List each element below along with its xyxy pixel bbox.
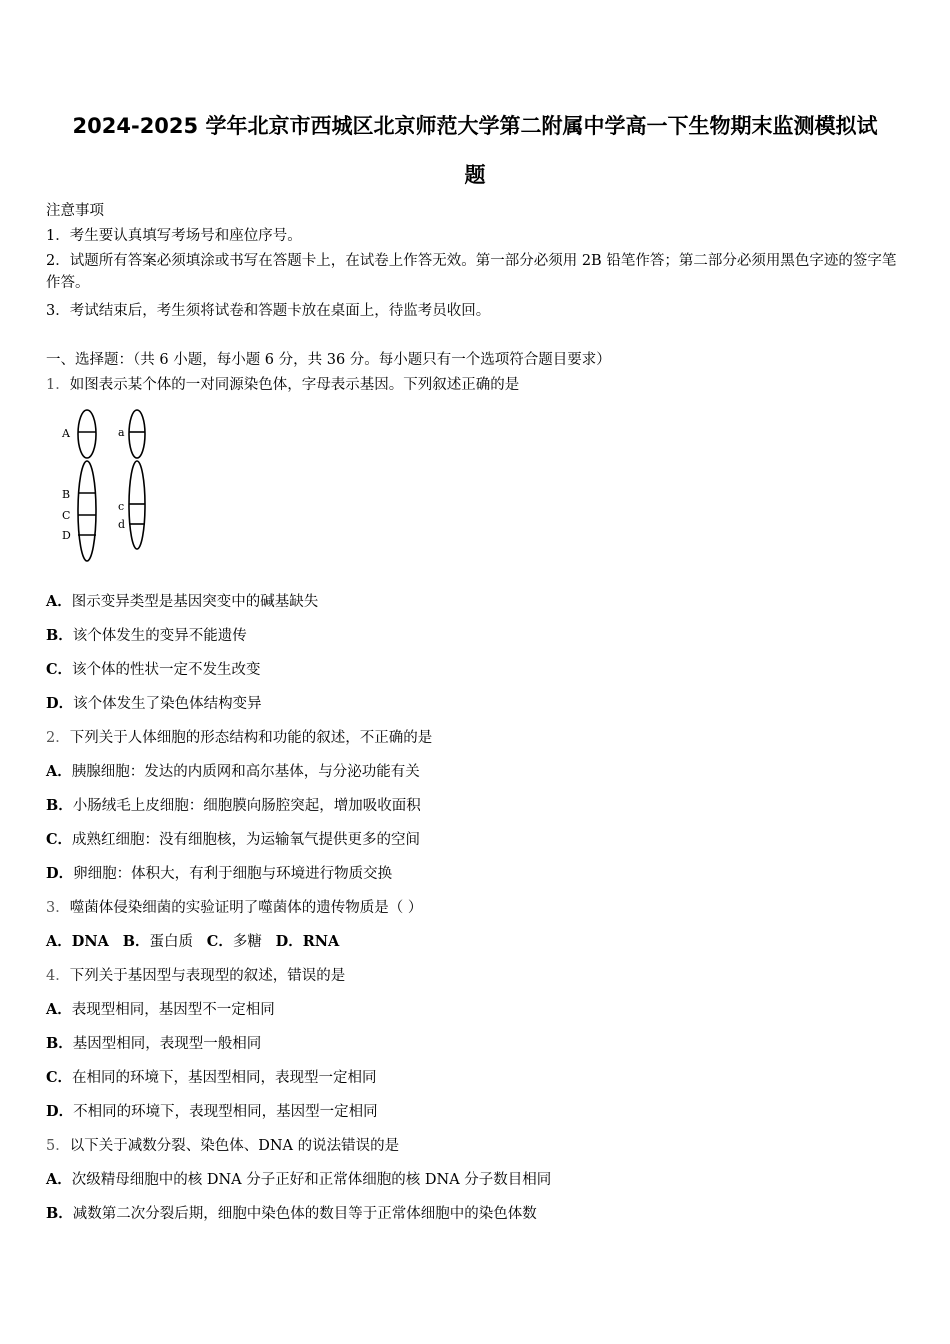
question-stem: 噬菌体侵染细菌的实验证明了噬菌体的遗传物质是（ ） — [69, 900, 423, 916]
option-key: B． — [46, 627, 73, 644]
option-key: D． — [275, 933, 303, 950]
question-stem: 下列关于人体细胞的形态结构和功能的叙述，不正确的是 — [69, 730, 433, 746]
question-4 — [46, 965, 908, 987]
option-text: 在相同的环境下，基因型相同，表现型一定相同 — [72, 1070, 377, 1086]
option-text: 卵细胞：体积大，有利于细胞与环境进行物质交换 — [73, 866, 393, 882]
option-text: 多糖 — [232, 934, 262, 950]
question-number: 4． — [46, 968, 70, 984]
option — [46, 1033, 908, 1055]
option-text: 不相同的环境下，表现型相同，基因型一定相同 — [73, 1104, 378, 1120]
option-text: 蛋白质 — [149, 934, 193, 950]
option-text: 成熟红细胞：没有细胞核，为运输氧气提供更多的空间 — [72, 832, 421, 848]
option-key: D． — [46, 1103, 74, 1120]
option-key: D． — [46, 865, 74, 882]
gene-label: c — [118, 500, 125, 513]
gene-label: a — [118, 426, 125, 439]
page-title-continued: 题 — [464, 163, 486, 187]
option — [46, 625, 908, 647]
option-text: 该个体发生的变异不能遗传 — [72, 628, 247, 644]
option-text: 表现型相同，基因型不一定相同 — [71, 1002, 275, 1018]
question-5 — [46, 1135, 908, 1157]
option — [46, 659, 908, 681]
option — [46, 863, 908, 885]
option-text: RNA — [302, 933, 340, 950]
option-text: DNA — [71, 933, 109, 950]
gene-label: B — [62, 488, 71, 501]
option — [46, 761, 908, 783]
section-heading: 一、选择题：（共 6 小题，每小题 6 分，共 36 分。每小题只有一个选项符合题目要求） — [46, 352, 611, 368]
question-number: 2． — [46, 730, 70, 746]
option — [46, 795, 908, 817]
inline-options — [46, 931, 908, 953]
left-chromosome-lower-arm — [78, 461, 96, 561]
gene-label: A — [62, 427, 70, 440]
question-3 — [46, 897, 908, 919]
option — [46, 591, 908, 613]
option-key: A． — [46, 1171, 72, 1188]
question-2 — [46, 727, 908, 749]
option-key: C． — [46, 831, 73, 848]
notice-heading: 注意事项 — [46, 203, 104, 219]
option — [46, 999, 908, 1021]
option-key: A． — [46, 1001, 72, 1018]
option-text: 基因型相同，表现型一般相同 — [72, 1036, 262, 1052]
option — [46, 1169, 908, 1191]
option — [46, 829, 908, 851]
right-chromosome-lower-arm — [129, 461, 145, 549]
homologous-chromosome-figure — [56, 404, 166, 574]
option — [46, 1203, 908, 1225]
option-text: 减数第二次分裂后期，细胞中染色体的数目等于正常体细胞中的染色体数 — [72, 1206, 537, 1222]
option-text: 小肠绒毛上皮细胞：细胞膜向肠腔突起，增加吸收面积 — [72, 798, 421, 814]
option-text: 图示变异类型是基因突变中的碱基缺失 — [71, 594, 319, 610]
page-title: 2024-2025 学年北京市西城区北京师范大学第二附属中学高一下生物期末监测模拟试 — [72, 114, 878, 138]
option-key: C． — [206, 933, 233, 950]
option-key: B． — [46, 1205, 73, 1222]
option-key: C． — [46, 661, 73, 678]
option-key: B． — [46, 1035, 73, 1052]
notice-item: 3．考试结束后，考生须将试卷和答题卡放在桌面上，待监考员收回。 — [46, 303, 491, 319]
option-text: 该个体的性状一定不发生改变 — [72, 662, 261, 678]
option-text: 胰腺细胞：发达的内质网和高尔基体，与分泌功能有关 — [71, 764, 420, 780]
option — [46, 693, 908, 715]
option-key: B． — [122, 933, 150, 950]
option-key: A． — [46, 763, 72, 780]
question-number: 1． — [46, 377, 70, 393]
option-key: B． — [46, 797, 73, 814]
option — [46, 1101, 908, 1123]
option-key: D． — [46, 695, 74, 712]
gene-label: D — [62, 529, 71, 542]
right-chromosome-upper-arm — [129, 410, 145, 458]
left-chromosome-upper-arm — [78, 410, 96, 458]
gene-label: d — [118, 518, 126, 531]
question-stem: 以下关于减数分裂、染色体、DNA 的说法错误的是 — [69, 1138, 400, 1154]
option-text: 次级精母细胞中的核 DNA 分子正好和正常体细胞的核 DNA 分子数目相同 — [71, 1172, 552, 1188]
question-stem: 如图表示某个体的一对同源染色体，字母表示基因。下列叙述正确的是 — [69, 377, 520, 393]
notice-item: 2．试题所有答案必须填涂或书写在答题卡上，在试卷上作答无效。第一部分必须用 2B 铅笔作答；第二部分必须用黑色字迹的签字笔作答。 — [46, 253, 897, 291]
question-number: 3． — [46, 900, 70, 916]
gene-label: C — [62, 509, 71, 522]
option-key: C． — [46, 1069, 73, 1086]
option-key: A． — [46, 933, 72, 950]
option-text: 该个体发生了染色体结构变异 — [73, 696, 262, 712]
question-number: 5． — [46, 1138, 70, 1154]
question-stem: 下列关于基因型与表现型的叙述，错误的是 — [69, 968, 346, 984]
notice-item: 1．考生要认真填写考场号和座位序号。 — [46, 228, 302, 244]
option — [46, 1067, 908, 1089]
question-1 — [46, 374, 908, 396]
option-key: A． — [46, 593, 72, 610]
